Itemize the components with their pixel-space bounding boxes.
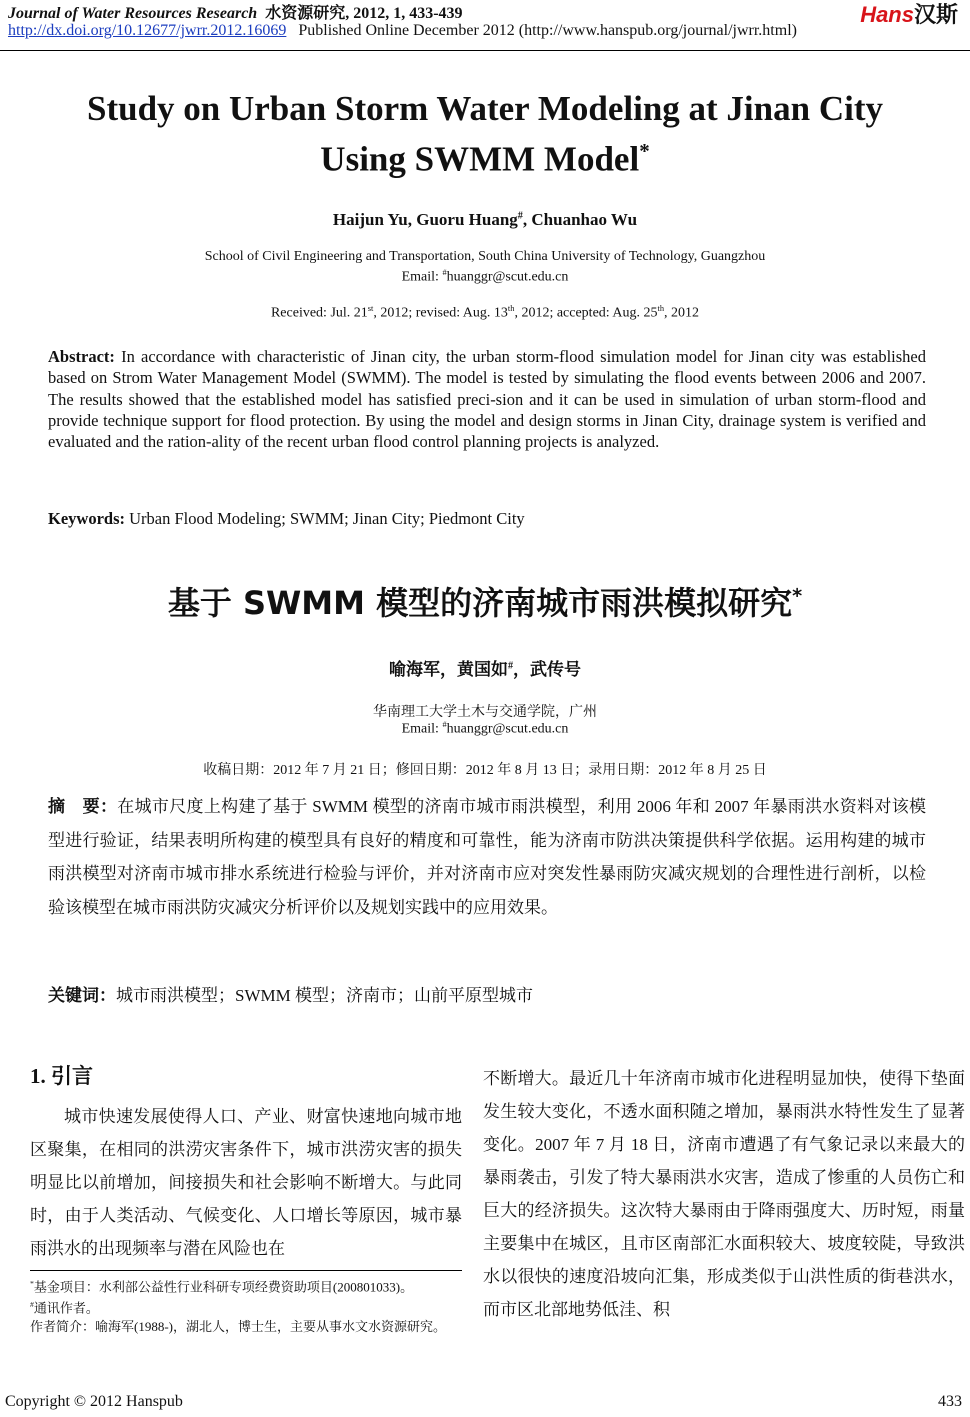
english-title (0, 88, 970, 181)
title-line-2: Using SWMM Model (320, 139, 640, 179)
footnotes (30, 1270, 462, 1336)
abstract-label: Abstract: (48, 347, 115, 366)
english-keywords (48, 508, 926, 529)
chinese-abstract (48, 790, 926, 924)
chinese-email (0, 720, 970, 738)
cn-abstract-text: 在城市尺度上构建了基于 SWMM 模型的济南市城市雨洪模型，利用 2006 年和 2007 年暴雨洪水资料对该模型进行验证，结果表明所构建的模型具有良好的精度和可靠性，能为济南市防洪决策提供科学依据。运用构建的城市雨洪模型对济南市城市排水系统进行检验与评价，并对济南市应对突发性暴雨防灾减灾规划的合理性进行剖析，以检验该模型在城市雨洪防灾减灾分析评价以及规划实践中的应用效果。 (48, 797, 927, 917)
cn-abstract-label: 摘 要： (48, 797, 118, 816)
right-column-paragraph: 不断增大。最近几十年济南市城市化进程明显加快，使得下垫面发生较大变化，不透水面积随之增加，暴雨洪水特性发生了显著变化。2007 年 7 月 18 日，济南市遭遇了有气象记录以来最大的暴雨袭击，引发了特大暴雨洪水灾害，造成了惨重的人员伤亡和巨大的经济损失。这次特大暴雨由于降雨强度大、历时短，雨量主要集中在城区，且市区南部汇水面积较大、坡度较陡，导致洪水以很快的速度沿坡向汇集，形成类似于山洪性质的街巷洪水，而市区北部地势低洼、积 (483, 1069, 965, 1319)
corresponding-note (30, 1296, 462, 1317)
corr-text: 通讯作者。 (33, 1300, 99, 1316)
email-link[interactable]: huanggr@scut.edu.cn (446, 269, 569, 285)
cn-authors-b: ，武传号 (513, 660, 582, 679)
chinese-keywords (48, 979, 926, 1013)
cn-keywords-text: 城市雨洪模型；SWMM 模型；济南市；山前平原型城市 (116, 986, 533, 1005)
corr-mark: # (30, 1300, 34, 1310)
revised-sup: th (507, 304, 515, 313)
title-mark: * (639, 139, 650, 163)
received-sup: st (367, 304, 374, 313)
fund-text: 基金项目：水利部公益性行业科研专项经费资助项目(200801033)。 (33, 1279, 414, 1295)
keywords-label: Keywords: (48, 509, 125, 528)
chinese-affiliation: 华南理工大学土木与交通学院，广州 (373, 705, 597, 720)
logo-cn: 汉斯 (913, 2, 958, 27)
email-label: Email: (401, 269, 443, 285)
title-line-1: Study on Urban Storm Water Modeling at Jinan City (86, 89, 883, 128)
hans-logo (860, 0, 958, 29)
email-mark: # (442, 268, 447, 277)
published-info: Published Online December 2012 (http://www.hanspub.org/journal/jwrr.html) (298, 22, 797, 39)
logo-en: Hans (860, 2, 914, 27)
bio-note: 作者简介：喻海军(1988-)，湖北人，博士生，主要从事水文水资源研究。 (30, 1318, 446, 1334)
english-email (0, 268, 970, 286)
copyright: Copyright © 2012 Hanspub (5, 1393, 183, 1410)
authors-b: , Chuanhao Wu (522, 210, 638, 229)
doi-link[interactable]: http://dx.doi.org/10.12677/jwrr.2012.16069 (8, 22, 287, 39)
cn-email-link[interactable]: huanggr@scut.edu.cn (446, 721, 569, 737)
cn-email-mark: # (442, 720, 447, 729)
cn-keywords-label: 关键词： (48, 986, 116, 1005)
chinese-title (0, 578, 970, 624)
abstract-text: In accordance with characteristic of Jinan city, the urban storm-flood simulation model for Jinan city was established based on Strom Water Management Model (SWMM). The model is tested by simulating the flood events between 2006 and 2007. The results showed that the established model has satisfied preci-sion and it can be used in simulation of urban storm-flood and provide technique support for flood protection. By using the model and design storms in Jinan City, drainage system is verified and evaluated and the ration-ality of the recent urban flood control planning projects is analyzed. (48, 347, 926, 452)
authors-mark: # (517, 210, 523, 222)
english-affiliation: School of Civil Engineering and Transportation, South China University of Technology, Guangzhou (204, 249, 766, 264)
cn-authors-mark: # (507, 660, 514, 672)
fund-mark: * (30, 1279, 34, 1288)
chinese-dates: 收稿日期：2012 年 7 月 21 日；修回日期：2012 年 8 月 13 日；录用日期：2012 年 8 月 25 日 (203, 763, 767, 778)
cn-email-label: Email: (401, 721, 443, 737)
cn-title-text: 基于 SWMM 模型的济南城市雨洪模拟研究 (167, 584, 793, 622)
keywords-text: Urban Flood Modeling; SWMM; Jinan City; Piedmont City (125, 509, 525, 528)
section-heading: 1. 引言 (30, 1064, 93, 1088)
english-authors (0, 210, 970, 230)
page-number: 433 (938, 1393, 962, 1410)
fund-note (30, 1275, 462, 1296)
cn-title-mark: * (792, 584, 803, 608)
english-dates (0, 304, 970, 322)
revised: , 2012; revised: Aug. 13 (373, 305, 508, 321)
year-end: , 2012 (664, 305, 700, 321)
journal-header (8, 0, 463, 23)
header-rule (0, 50, 970, 51)
doi-line (8, 22, 797, 40)
authors-a: Haijun Yu, Guoru Huang (332, 210, 518, 229)
accepted-sup: th (657, 304, 665, 313)
journal-cn: 水资源研究, 2012, 1, 433-439 (265, 5, 463, 22)
chinese-authors (0, 655, 970, 680)
received: Received: Jul. 21 (270, 305, 368, 321)
accepted: , 2012; accepted: Aug. 25 (514, 305, 658, 321)
english-abstract (48, 346, 926, 452)
left-column-paragraph: 城市快速发展使得人口、产业、财富快速地向城市地区聚集，在相同的洪涝灾害条件下，城市洪涝灾害的损失明显比以前增加，间接损失和社会影响不断增大。与此同时，由于人类活动、气候变化、人口增长等原因，城市暴雨洪水的出现频率与潜在风险也在 (30, 1107, 462, 1258)
cn-authors-a: 喻海军，黄国如 (388, 660, 508, 679)
journal-name: Journal of Water Resources Research (8, 5, 258, 22)
